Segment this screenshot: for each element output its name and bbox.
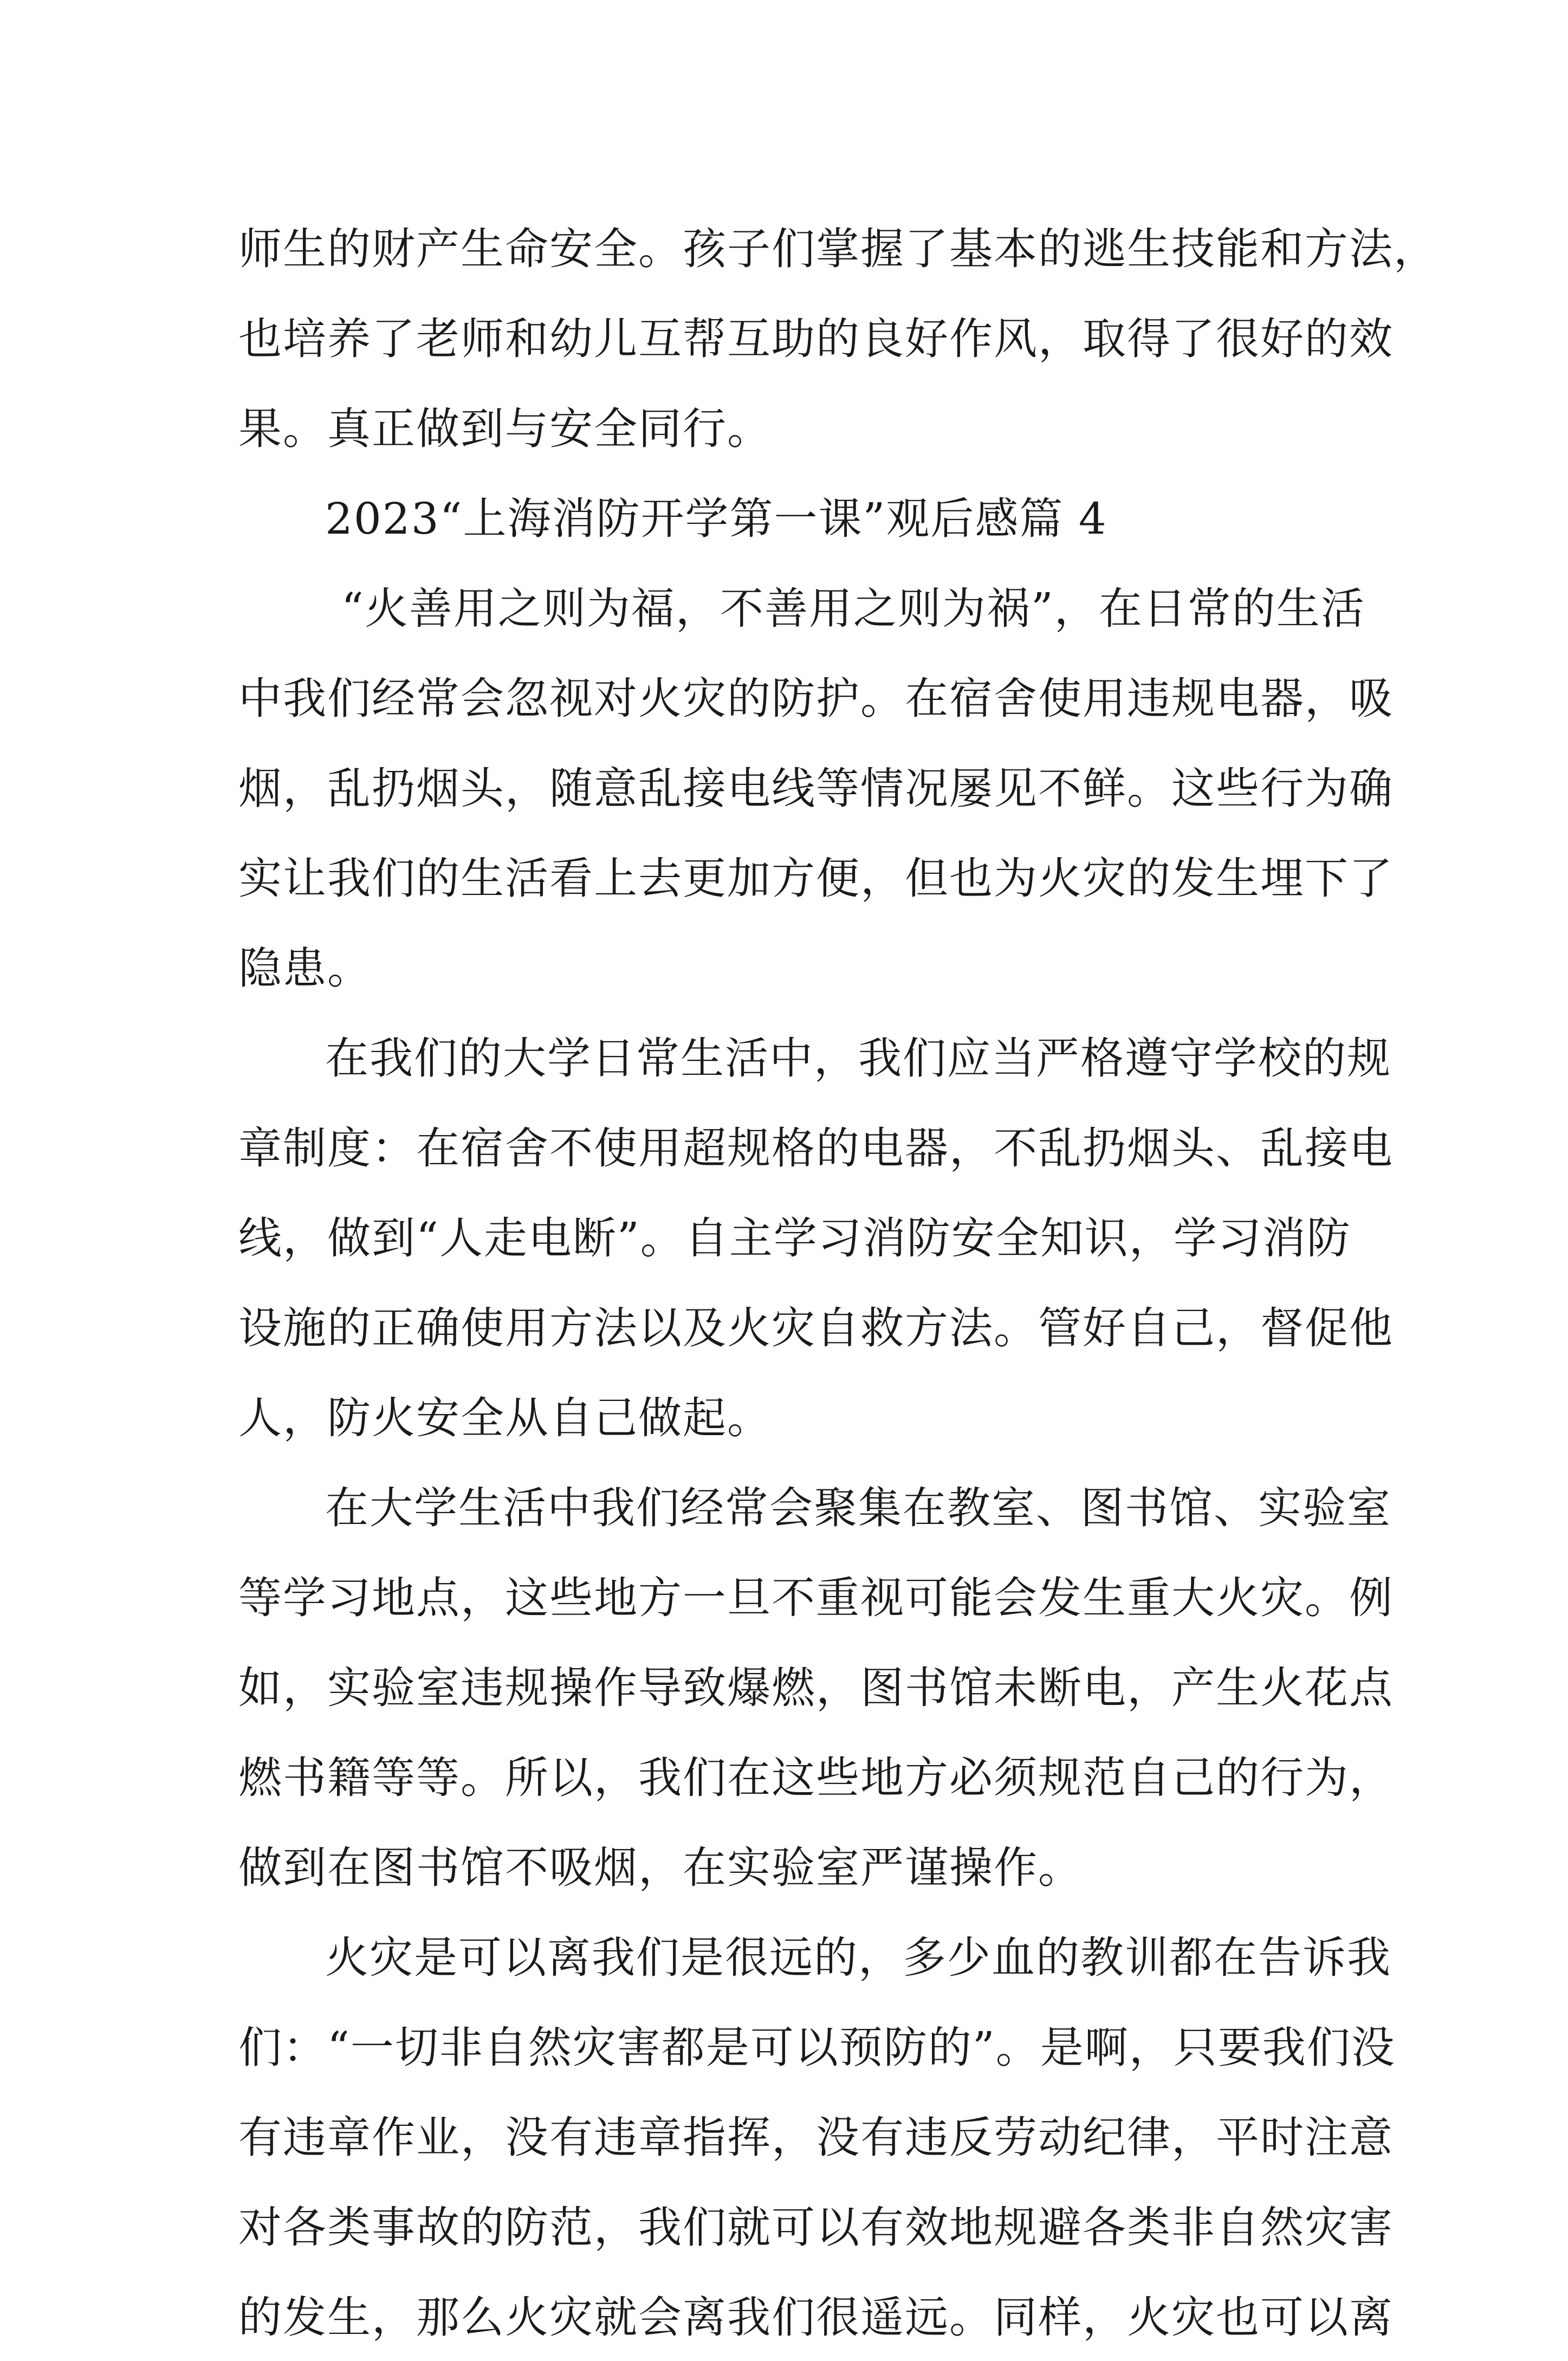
text-line: 对各类事故的防范，我们就可以有效地规避各类非自然灾害 [238, 2202, 1394, 2253]
paragraph-first-line: 在我们的大学日常生活中，我们应当严格遵守学校的规 [325, 1033, 1391, 1084]
text-line: 章制度：在宿舍不使用超规格的电器，不乱扔烟头、乱接电 [238, 1123, 1394, 1173]
text-line: 果。真正做到与安全同行。 [238, 404, 772, 454]
text-line: 有违章作业，没有违章指挥，没有违反劳动纪律，平时注意 [238, 2112, 1394, 2163]
text-line: 线，做到“人走电断”。自主学习消防安全知识，学习消防 [238, 1213, 1351, 1263]
text-line: 的发生，那么火灾就会离我们很遥远。同样，火灾也可以离 [238, 2292, 1394, 2343]
text-line: 中我们经常会忽视对火灾的防护。在宿舍使用违规电器，吸 [238, 673, 1394, 724]
text-line: 实让我们的生活看上去更加方便，但也为火灾的发生埋下了 [238, 853, 1394, 904]
paragraph-first-line: “火善用之则为福，不善用之则为祸”，在日常的生活 [341, 583, 1365, 634]
paragraph-first-line: 在大学生活中我们经常会聚集在教室、图书馆、实验室 [325, 1483, 1391, 1533]
text-line: 等学习地点，这些地方一旦不重视可能会发生重大火灾。例 [238, 1573, 1394, 1623]
text-line: 们：“一切非自然灾害都是可以预防的”。是啊，只要我们没 [238, 2022, 1396, 2073]
text-line: 如，实验室违规操作导致爆燃，图书馆未断电，产生火花点 [238, 1663, 1394, 1713]
text-line: 人，防火安全从自己做起。 [238, 1393, 772, 1443]
paragraph-first-line: 火灾是可以离我们是很远的，多少血的教训都在告诉我 [325, 1932, 1391, 1983]
section-heading: 2023“上海消防开学第一课”观后感篇 4 [325, 494, 1107, 544]
text-line: 也培养了老师和幼儿互帮互助的良好作风，取得了很好的效 [238, 314, 1394, 364]
text-line: 设施的正确使用方法以及火灾自救方法。管好自己，督促他 [238, 1303, 1394, 1353]
text-line: 烟，乱扔烟头，随意乱接电线等情况屡见不鲜。这些行为确 [238, 763, 1394, 814]
text-line: 师生的财产生命安全。孩子们掌握了基本的逃生技能和方法， [238, 224, 1438, 274]
text-line: 做到在图书馆不吸烟，在实验室严谨操作。 [238, 1843, 1083, 1893]
text-line: 燃书籍等等。所以，我们在这些地方必须规范自己的行为， [238, 1753, 1394, 1803]
text-line: 隐患。 [238, 943, 372, 994]
